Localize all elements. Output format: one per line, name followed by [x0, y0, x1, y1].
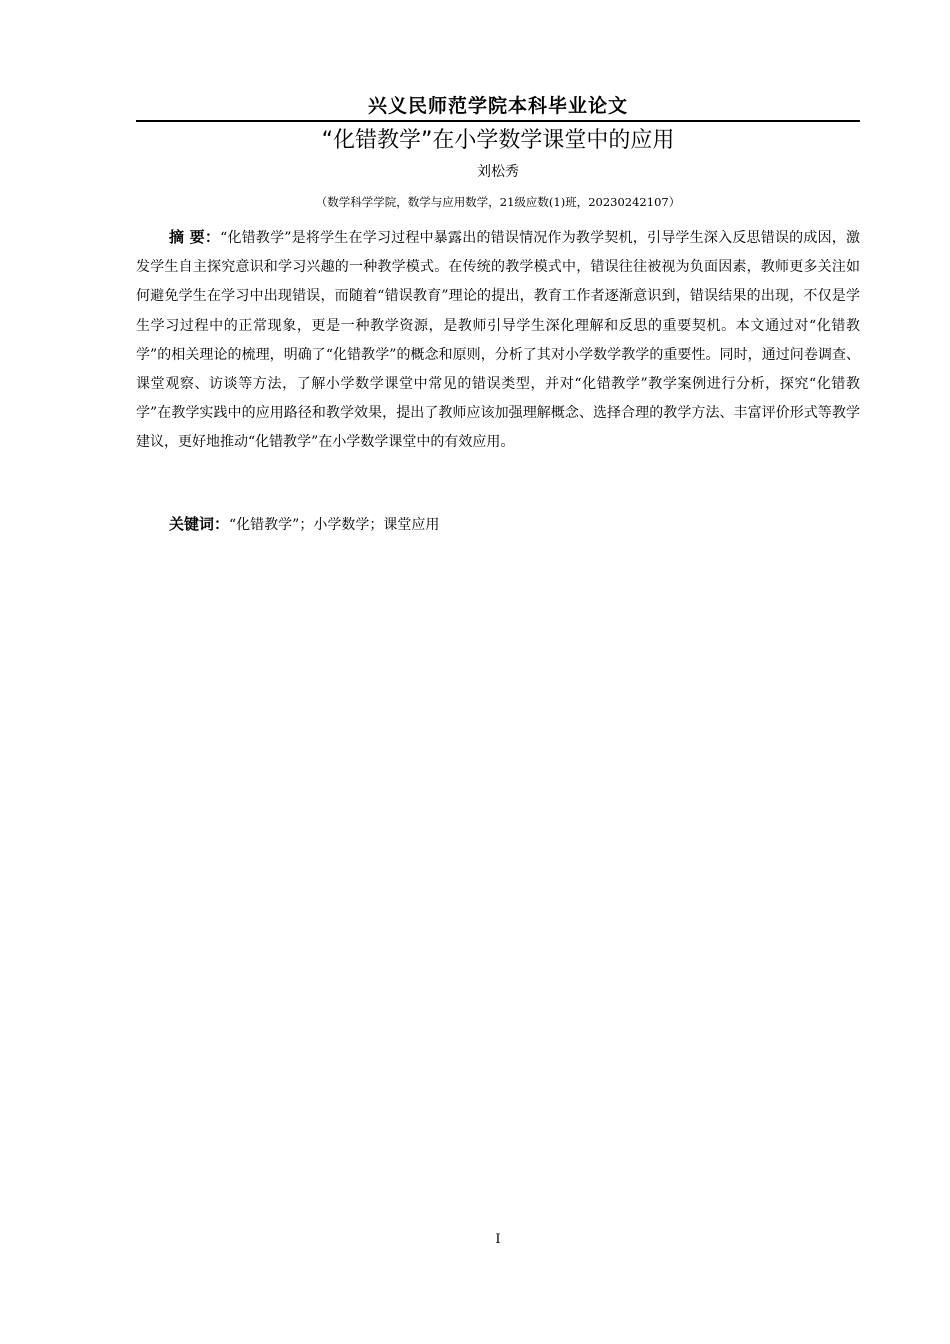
keywords-line: [169, 511, 860, 538]
author-affiliation: （数学科学学院，数学与应用数学，21级应数(1)班，20230242107）: [315, 195, 681, 209]
abstract-label: 摘 要：: [169, 228, 221, 246]
keywords-label: 关键词：: [169, 515, 230, 533]
paper-title: “化错教学”在小学数学课堂中的应用: [321, 128, 675, 153]
abstract-paragraph: [136, 223, 860, 458]
running-header-title: 兴义民师范学院本科毕业论文: [367, 95, 628, 117]
author-name: 刘松秀: [477, 164, 519, 180]
page-number: I: [495, 1232, 501, 1247]
abstract-text: “化错教学”是将学生在学习过程中暴露出的错误情况作为教学契机，引导学生深入反思错误的成因，激发学生自主探究意识和学习兴趣的一种教学模式。在传统的教学模式中，错误往往被视为负面因素，教师更多关注如何避免学生在学习中出现错误，而随着“错误教育”理论的提出，教育工作者逐渐意识到，错误结果的出现，不仅是学生学习过程中的正常现象，更是一种教学资源，是教师引导学生深化理解和反思的重要契机。本文通过对“化错教学”的相关理论的梳理，明确了“化错教学”的概念和原则，分析了其对小学数学教学的重要性。同时，通过问卷调查、课堂观察、访谈等方法，了解小学数学课堂中常见的错误类型，并对“化错教学”教学案例进行分析，探究“化错教学”在教学实践中的应用路径和教学效果，提出了教师应该加强理解概念、选择合理的教学方法、丰富评价形式等教学建议，更好地推动“化错教学”在小学数学课堂中的有效应用。: [136, 230, 860, 451]
header-rule: [136, 120, 860, 122]
keywords-text: “化错教学”；小学数学；课堂应用: [229, 517, 440, 533]
